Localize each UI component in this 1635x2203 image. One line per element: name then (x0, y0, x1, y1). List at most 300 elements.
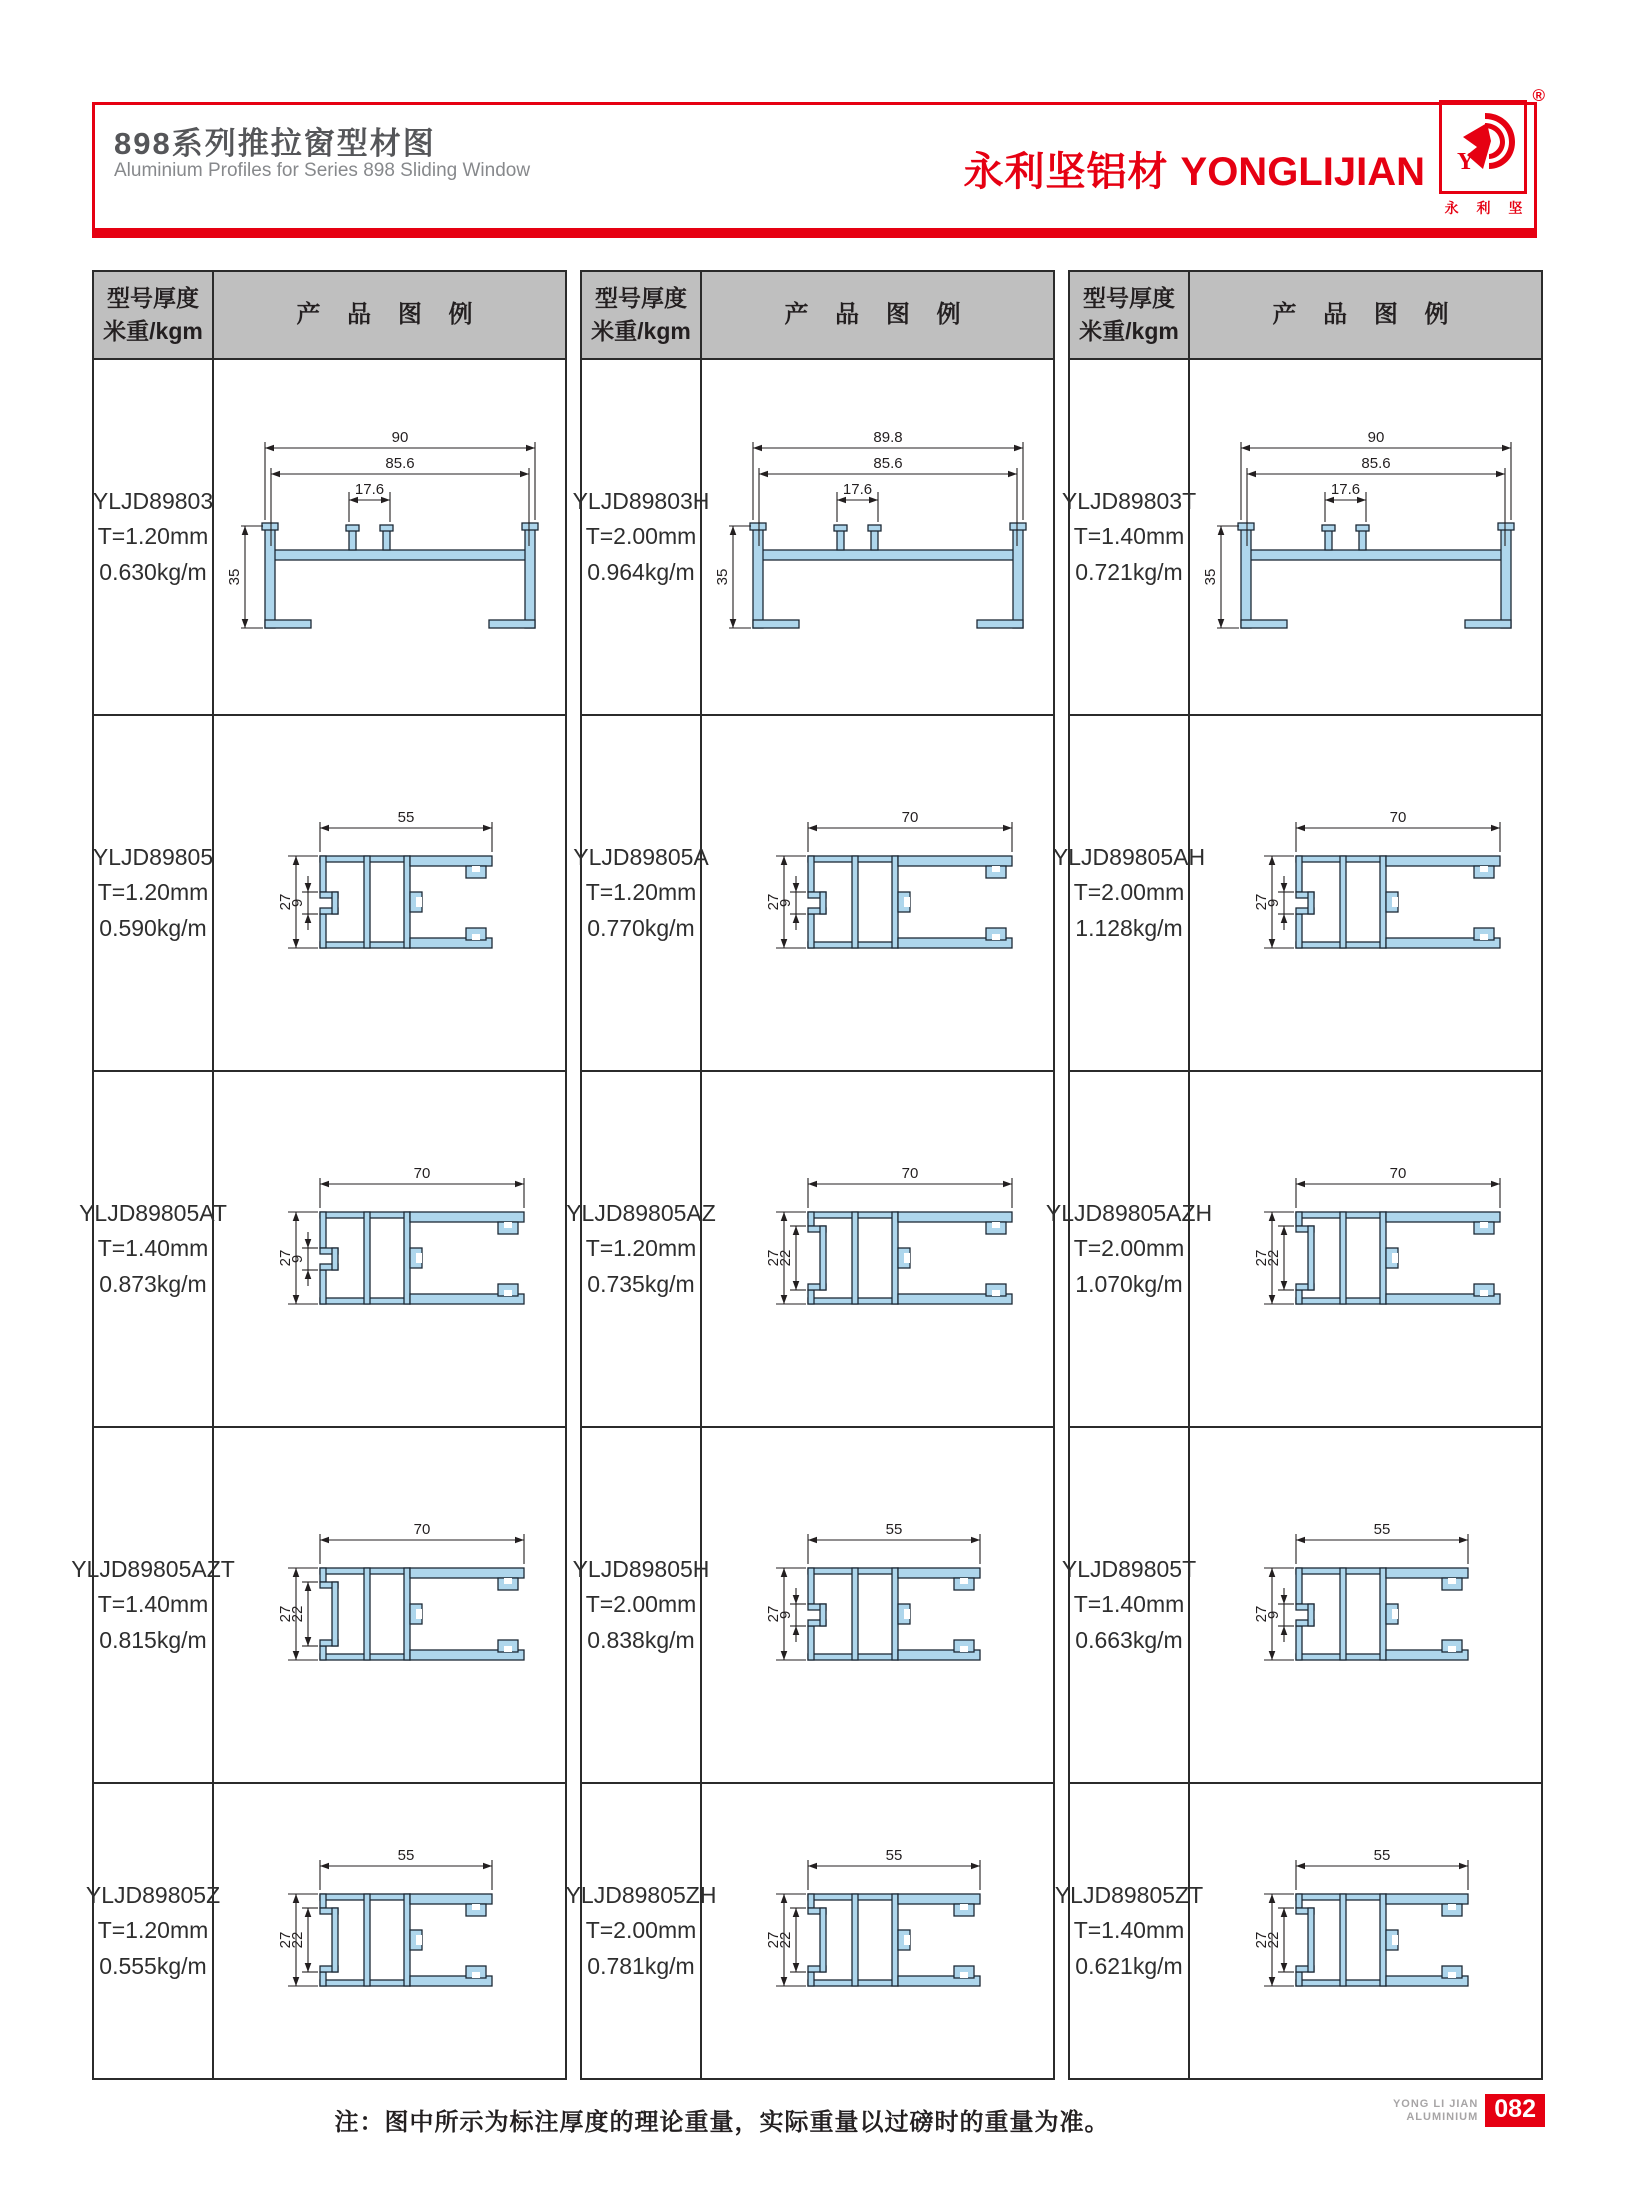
profile-cavity (416, 1253, 422, 1263)
weight-value: 0.555kg/m (99, 1952, 207, 1979)
model-number: YLJD89805AT (79, 1199, 227, 1226)
dimension-arrow (1003, 1181, 1012, 1188)
thickness-value: T=2.00mm (585, 523, 697, 550)
company-logo (1439, 86, 1545, 218)
diagram-cell (214, 1426, 565, 1782)
profile-wall (1380, 856, 1386, 948)
dimension-arrow (1247, 470, 1256, 477)
dimension-arrow (1280, 883, 1287, 892)
dimension-arrow (1459, 1863, 1468, 1870)
header-line2: 米重/kgm (1079, 318, 1179, 344)
profile-wall (1325, 530, 1332, 550)
dim-label: 55 (397, 809, 414, 826)
profile-wall (1386, 1894, 1468, 1904)
dimension-arrow (1459, 1537, 1468, 1544)
profile-cavity (904, 1935, 910, 1945)
profile-wall (898, 1212, 1012, 1222)
profile-cavity (1480, 1290, 1488, 1296)
dimension-arrow (808, 825, 817, 832)
thickness-value: T=1.40mm (97, 1235, 209, 1262)
dimension-arrow (515, 1537, 524, 1544)
profile-wall (808, 1894, 814, 1908)
page-tag-brand-line2: ALUMINIUM (1406, 2110, 1479, 2123)
profile-wall (320, 856, 326, 892)
dimension-arrow (1268, 1977, 1275, 1986)
profile-wall (262, 523, 278, 530)
dim-label: 70 (413, 1165, 430, 1182)
profile-wall (265, 526, 275, 628)
brand-text (964, 140, 1425, 197)
dimension-arrow (1280, 1281, 1287, 1290)
profile-wall (364, 856, 370, 948)
profile-wall (410, 1894, 492, 1904)
profile-wall (1340, 1212, 1346, 1304)
model-cell (572, 1426, 710, 1782)
profile-wall (1380, 1212, 1386, 1304)
dimension-arrow (304, 1637, 311, 1646)
profile-cavity (416, 1935, 422, 1945)
profile-wall (320, 1972, 326, 1986)
dimension-arrow (792, 1626, 799, 1635)
profile-wall (892, 1894, 898, 1986)
sash-profile-diagram (1216, 1846, 1516, 2016)
profile-wall (1296, 1972, 1302, 1986)
profile-wall (892, 856, 898, 948)
profile-cavity (472, 866, 480, 872)
dimension-arrow (1280, 1626, 1287, 1635)
thickness-value: T=1.20mm (585, 1235, 697, 1262)
model-cell (1061, 1426, 1197, 1782)
profile-wall (1296, 1626, 1302, 1660)
profile-wall (380, 525, 393, 531)
profile-cavity (1392, 1253, 1398, 1263)
dim-label: 35 (225, 568, 243, 585)
profile-wall (852, 1212, 858, 1304)
profile-wall (1296, 1568, 1302, 1604)
weight-value: 0.964kg/m (587, 558, 695, 585)
dimension-arrow (515, 1181, 524, 1188)
dimension-arrow (320, 1537, 329, 1544)
model-cell (85, 1782, 221, 2078)
profile-cavity (960, 1904, 968, 1910)
footer-note: 注：图中所示为标注厚度的理论重量，实际重量以过磅时的重量为准。 (334, 2109, 1110, 2136)
dimension-arrow (483, 1863, 492, 1870)
dim-label: 27 (276, 1249, 294, 1267)
thickness-value: T=2.00mm (585, 1591, 697, 1618)
model-number: YLJD89803T (1061, 487, 1197, 514)
header-line1: 型号厚度 (595, 284, 687, 311)
profile-wall (892, 1212, 898, 1304)
dimension-arrow (780, 1295, 787, 1304)
profile-wall (834, 525, 847, 531)
dimension-arrow (780, 1212, 787, 1221)
profile-wall (1308, 1908, 1314, 1972)
profile-wall (1238, 523, 1254, 530)
dimension-arrow (304, 883, 311, 892)
dimension-arrow (292, 1212, 299, 1221)
dimension-arrow (1280, 1226, 1287, 1235)
profile-cavity (1448, 1578, 1456, 1584)
profile-cavity (1392, 1609, 1398, 1619)
profile-cavity (1448, 1646, 1456, 1652)
table-group-1 (71, 270, 567, 2080)
brand-block (963, 86, 1545, 218)
dimension-arrow (1003, 825, 1012, 832)
profile-wall (868, 525, 881, 531)
header-line1: 型号厚度 (1083, 284, 1175, 311)
dim-label: 70 (901, 809, 918, 826)
dim-label: 35 (1201, 568, 1219, 585)
thickness-value: T=2.00mm (1073, 879, 1185, 906)
dimension-arrow (292, 856, 299, 865)
profile-wall (753, 620, 799, 628)
dimension-arrow (304, 1908, 311, 1917)
dim-label: 27 (764, 1605, 782, 1623)
profile-wall (898, 856, 1012, 866)
weight-value: 1.128kg/m (1075, 914, 1183, 941)
profile-wall (364, 1212, 370, 1304)
profile-cavity (960, 1646, 968, 1652)
profile-cavity (1392, 1935, 1398, 1945)
dimension-arrow (792, 1908, 799, 1917)
model-number: YLJD89805AZH (1045, 1199, 1213, 1226)
model-cell (1045, 1070, 1213, 1426)
dimension-arrow (1296, 1537, 1305, 1544)
diagram-cell (1190, 1426, 1541, 1782)
dim-label: 35 (713, 568, 731, 585)
sash-profile-diagram (1216, 1520, 1516, 1690)
profile-wall (820, 1604, 826, 1626)
dimension-arrow (971, 1863, 980, 1870)
dim-label: 9 (288, 898, 306, 908)
dimension-arrow (304, 1239, 311, 1248)
thickness-value: T=1.20mm (585, 879, 697, 906)
frame-profile-diagram (225, 430, 555, 645)
model-number: YLJD89805Z (85, 1881, 221, 1908)
profile-wall (320, 1646, 326, 1660)
profile-wall (892, 1568, 898, 1660)
profile-cavity (992, 866, 1000, 872)
profile-wall (404, 1894, 410, 1986)
profile-wall (404, 856, 410, 948)
sash-profile-diagram (240, 808, 540, 978)
profile-wall (1322, 525, 1335, 531)
dim-label: 9 (776, 1610, 794, 1620)
profile-wall (1465, 620, 1511, 628)
profile-wall (1340, 1568, 1346, 1660)
dim-label: 27 (276, 893, 294, 911)
dimension-arrow (265, 444, 274, 451)
header-diagram-label: 产 品 图 例 (296, 300, 483, 328)
dimension-arrow (483, 825, 492, 832)
profile-wall (1359, 530, 1366, 550)
sash-profile-diagram (728, 1846, 1028, 2016)
thickness-value: T=1.40mm (97, 1591, 209, 1618)
model-cell (94, 358, 214, 714)
profile-wall (320, 1894, 326, 1908)
dim-label: 22 (776, 1931, 794, 1949)
table-group-3 (1045, 270, 1543, 2080)
sash-profile-diagram (1216, 1164, 1516, 1334)
thickness-value: T=1.20mm (97, 879, 209, 906)
profile-cavity (1448, 1972, 1456, 1978)
profile-wall (404, 1212, 410, 1304)
profile-wall (1296, 1212, 1302, 1226)
profile-wall (1386, 856, 1500, 866)
dim-label: 17.6 (842, 480, 872, 498)
dim-label: 55 (885, 1847, 902, 1864)
dimension-arrow (780, 1977, 787, 1986)
header-diagram-label: 产 品 图 例 (1272, 300, 1459, 328)
dimension-arrow (526, 444, 535, 451)
dim-label: 27 (1252, 1931, 1270, 1949)
profile-wall (1380, 1568, 1386, 1660)
dimension-arrow (292, 1295, 299, 1304)
diagram-cell (214, 714, 565, 1070)
profile-wall (1308, 1604, 1314, 1626)
sash-profile-diagram (240, 1846, 540, 2016)
weight-value: 0.663kg/m (1075, 1626, 1183, 1653)
dimension-arrow (780, 1651, 787, 1660)
profile-cavity (472, 1972, 480, 1978)
dimension-arrow (808, 1537, 817, 1544)
profile-cavity (504, 1222, 512, 1228)
profile-cavity (504, 1578, 512, 1584)
profile-wall (1386, 1212, 1500, 1222)
model-cell (566, 1070, 716, 1426)
dimension-arrow (1280, 1595, 1287, 1604)
model-cell (94, 714, 214, 1070)
page-tag-brand (1393, 2098, 1478, 2123)
profile-wall (808, 1626, 814, 1660)
dimension-arrow (292, 1568, 299, 1577)
profile-wall (320, 1270, 326, 1304)
model-cell (71, 1426, 235, 1782)
weight-value: 1.070kg/m (1075, 1270, 1183, 1297)
dimension-arrow (1496, 470, 1505, 477)
dim-label: 27 (276, 1931, 294, 1949)
profile-wall (332, 1582, 338, 1646)
weight-value: 0.873kg/m (99, 1270, 207, 1297)
dimension-arrow (1268, 939, 1275, 948)
model-cell (573, 714, 709, 1070)
dim-label: 22 (1264, 1931, 1282, 1949)
model-cell (572, 358, 710, 714)
profile-wall (759, 550, 1017, 560)
dimension-arrow (292, 1894, 299, 1903)
dimension-arrow (792, 1226, 799, 1235)
dimension-arrow (729, 526, 736, 535)
header-red-rule (92, 228, 1537, 238)
dimension-arrow (292, 939, 299, 948)
dimension-arrow (320, 1181, 329, 1188)
sash-profile-diagram (1216, 808, 1516, 978)
profile-cavity (904, 1609, 910, 1619)
profile-wall (871, 530, 878, 550)
frame-profile-diagram (713, 430, 1043, 645)
header-diagram-label: 产 品 图 例 (784, 300, 971, 328)
profile-wall (1308, 1226, 1314, 1290)
dim-label: 85.6 (1360, 454, 1391, 472)
dimension-arrow (292, 1977, 299, 1986)
header-line2: 米重/kgm (103, 318, 203, 344)
profile-wall (320, 1212, 326, 1248)
profile-cavity (472, 934, 480, 940)
model-number: YLJD89805 (92, 843, 214, 870)
dim-label: 27 (764, 1249, 782, 1267)
dimension-arrow (1491, 1181, 1500, 1188)
thickness-value: T=2.00mm (585, 1917, 697, 1944)
table-header-diagram (1190, 272, 1541, 358)
dimension-arrow (729, 619, 736, 628)
dimension-arrow (304, 1963, 311, 1972)
profile-wall (808, 914, 814, 948)
dimension-arrow (780, 1894, 787, 1903)
dimension-arrow (792, 883, 799, 892)
dim-label: 9 (776, 898, 794, 908)
dimension-arrow (753, 444, 762, 451)
diagram-cell (214, 1070, 565, 1426)
profile-wall (808, 1290, 814, 1304)
profile-wall (808, 1972, 814, 1986)
page-tag-brand-line1: YONG LI JIAN (1392, 2097, 1479, 2110)
weight-value: 0.815kg/m (99, 1626, 207, 1653)
model-number: YLJD89803H (572, 487, 710, 514)
profile-wall (1296, 856, 1302, 892)
dimension-arrow (1280, 914, 1287, 923)
dimension-arrow (792, 1963, 799, 1972)
profile-wall (410, 1568, 524, 1578)
dimension-arrow (780, 1568, 787, 1577)
profile-wall (404, 1568, 410, 1660)
brand-name-en: YONGLIJIAN (1180, 150, 1425, 194)
dimension-arrow (1268, 856, 1275, 865)
dim-label: 17.6 (354, 480, 384, 498)
profile-wall (410, 1212, 524, 1222)
dimension-arrow (320, 825, 329, 832)
logo-mark-icon (1447, 107, 1519, 187)
dim-label: 85.6 (872, 454, 903, 472)
frame-profile-diagram (1201, 430, 1531, 645)
diagram-cell (1190, 714, 1541, 1070)
dimension-arrow (792, 914, 799, 923)
dimension-arrow (1268, 1295, 1275, 1304)
dim-label: 27 (764, 893, 782, 911)
dim-label: 27 (1252, 1605, 1270, 1623)
profile-cavity (1392, 897, 1398, 907)
profile-wall (320, 914, 326, 948)
dimension-arrow (320, 1863, 329, 1870)
profile-wall (820, 892, 826, 914)
dimension-arrow (292, 1651, 299, 1660)
diagram-cell (1190, 358, 1541, 714)
dimension-arrow (304, 914, 311, 923)
dimension-arrow (304, 1270, 311, 1279)
profile-wall (332, 892, 338, 914)
table-header-model (94, 272, 214, 358)
weight-value: 0.621kg/m (1075, 1952, 1183, 1979)
model-number: YLJD89805AZ (566, 1199, 716, 1226)
model-number: YLJD89805AH (1052, 843, 1206, 870)
thickness-value: T=1.40mm (1073, 1917, 1185, 1944)
dimension-arrow (1491, 825, 1500, 832)
model-cell (565, 1782, 717, 2078)
profile-wall (1296, 1894, 1302, 1908)
thickness-value: T=2.00mm (1073, 1235, 1185, 1262)
dimension-arrow (241, 526, 248, 535)
profile-wall (820, 1226, 826, 1290)
profile-wall (753, 526, 763, 628)
profile-wall (898, 1568, 980, 1578)
dimension-arrow (808, 1863, 817, 1870)
sash-profile-diagram (240, 1164, 540, 1334)
dimension-arrow (792, 1595, 799, 1604)
model-number: YLJD89805AZT (71, 1555, 235, 1582)
dimension-arrow (780, 939, 787, 948)
dim-label: 9 (1264, 898, 1282, 908)
logo-box (1439, 86, 1545, 194)
dimension-arrow (1296, 1181, 1305, 1188)
table-header-model (1070, 272, 1190, 358)
profile-wall (410, 856, 492, 866)
profile-wall (852, 1894, 858, 1986)
page-subtitle: Aluminium Profiles for Series 898 Sliding Window (114, 160, 531, 181)
dim-label: 70 (1389, 809, 1406, 826)
model-cell (1054, 1782, 1204, 2078)
profile-cavity (504, 1646, 512, 1652)
dim-label: 9 (1264, 1610, 1282, 1620)
model-number: YLJD89805H (572, 1555, 710, 1582)
profile-cavity (416, 1609, 422, 1619)
profile-cavity (1480, 1222, 1488, 1228)
table-header-diagram (214, 272, 565, 358)
dim-label: 55 (1373, 1847, 1390, 1864)
dimension-arrow (1268, 1212, 1275, 1221)
model-number: YLJD89805A (573, 843, 709, 870)
dimension-arrow (520, 470, 529, 477)
dimension-arrow (1268, 1894, 1275, 1903)
weight-value: 0.630kg/m (99, 558, 207, 585)
table-header-diagram (702, 272, 1053, 358)
diagram-cell (1190, 1782, 1541, 2078)
profile-wall (852, 856, 858, 948)
thickness-value: T=1.40mm (1073, 523, 1185, 550)
model-cell (1052, 714, 1206, 1070)
model-number: YLJD89803 (92, 487, 214, 514)
dimension-arrow (1008, 470, 1017, 477)
profile-cavity (1448, 1904, 1456, 1910)
thickness-value: T=1.20mm (97, 1917, 209, 1944)
dim-label: 27 (764, 1931, 782, 1949)
page-tag (1393, 2094, 1545, 2127)
profile-cavity (416, 897, 422, 907)
registered-mark: ® (1532, 86, 1545, 105)
table-header-model (582, 272, 702, 358)
profile-wall (1498, 523, 1514, 530)
dimension-arrow (808, 1181, 817, 1188)
diagram-cell (214, 358, 565, 714)
profile-wall (349, 530, 356, 550)
profile-wall (1380, 1894, 1386, 1986)
profile-cavity (1480, 934, 1488, 940)
dim-label: 9 (288, 1254, 306, 1264)
diagram-cell (702, 1782, 1053, 2078)
dimension-arrow (304, 1582, 311, 1591)
dimension-arrow (271, 470, 280, 477)
dim-label: 55 (1373, 1521, 1390, 1538)
profile-table (71, 270, 1543, 2080)
profile-cavity (992, 1222, 1000, 1228)
